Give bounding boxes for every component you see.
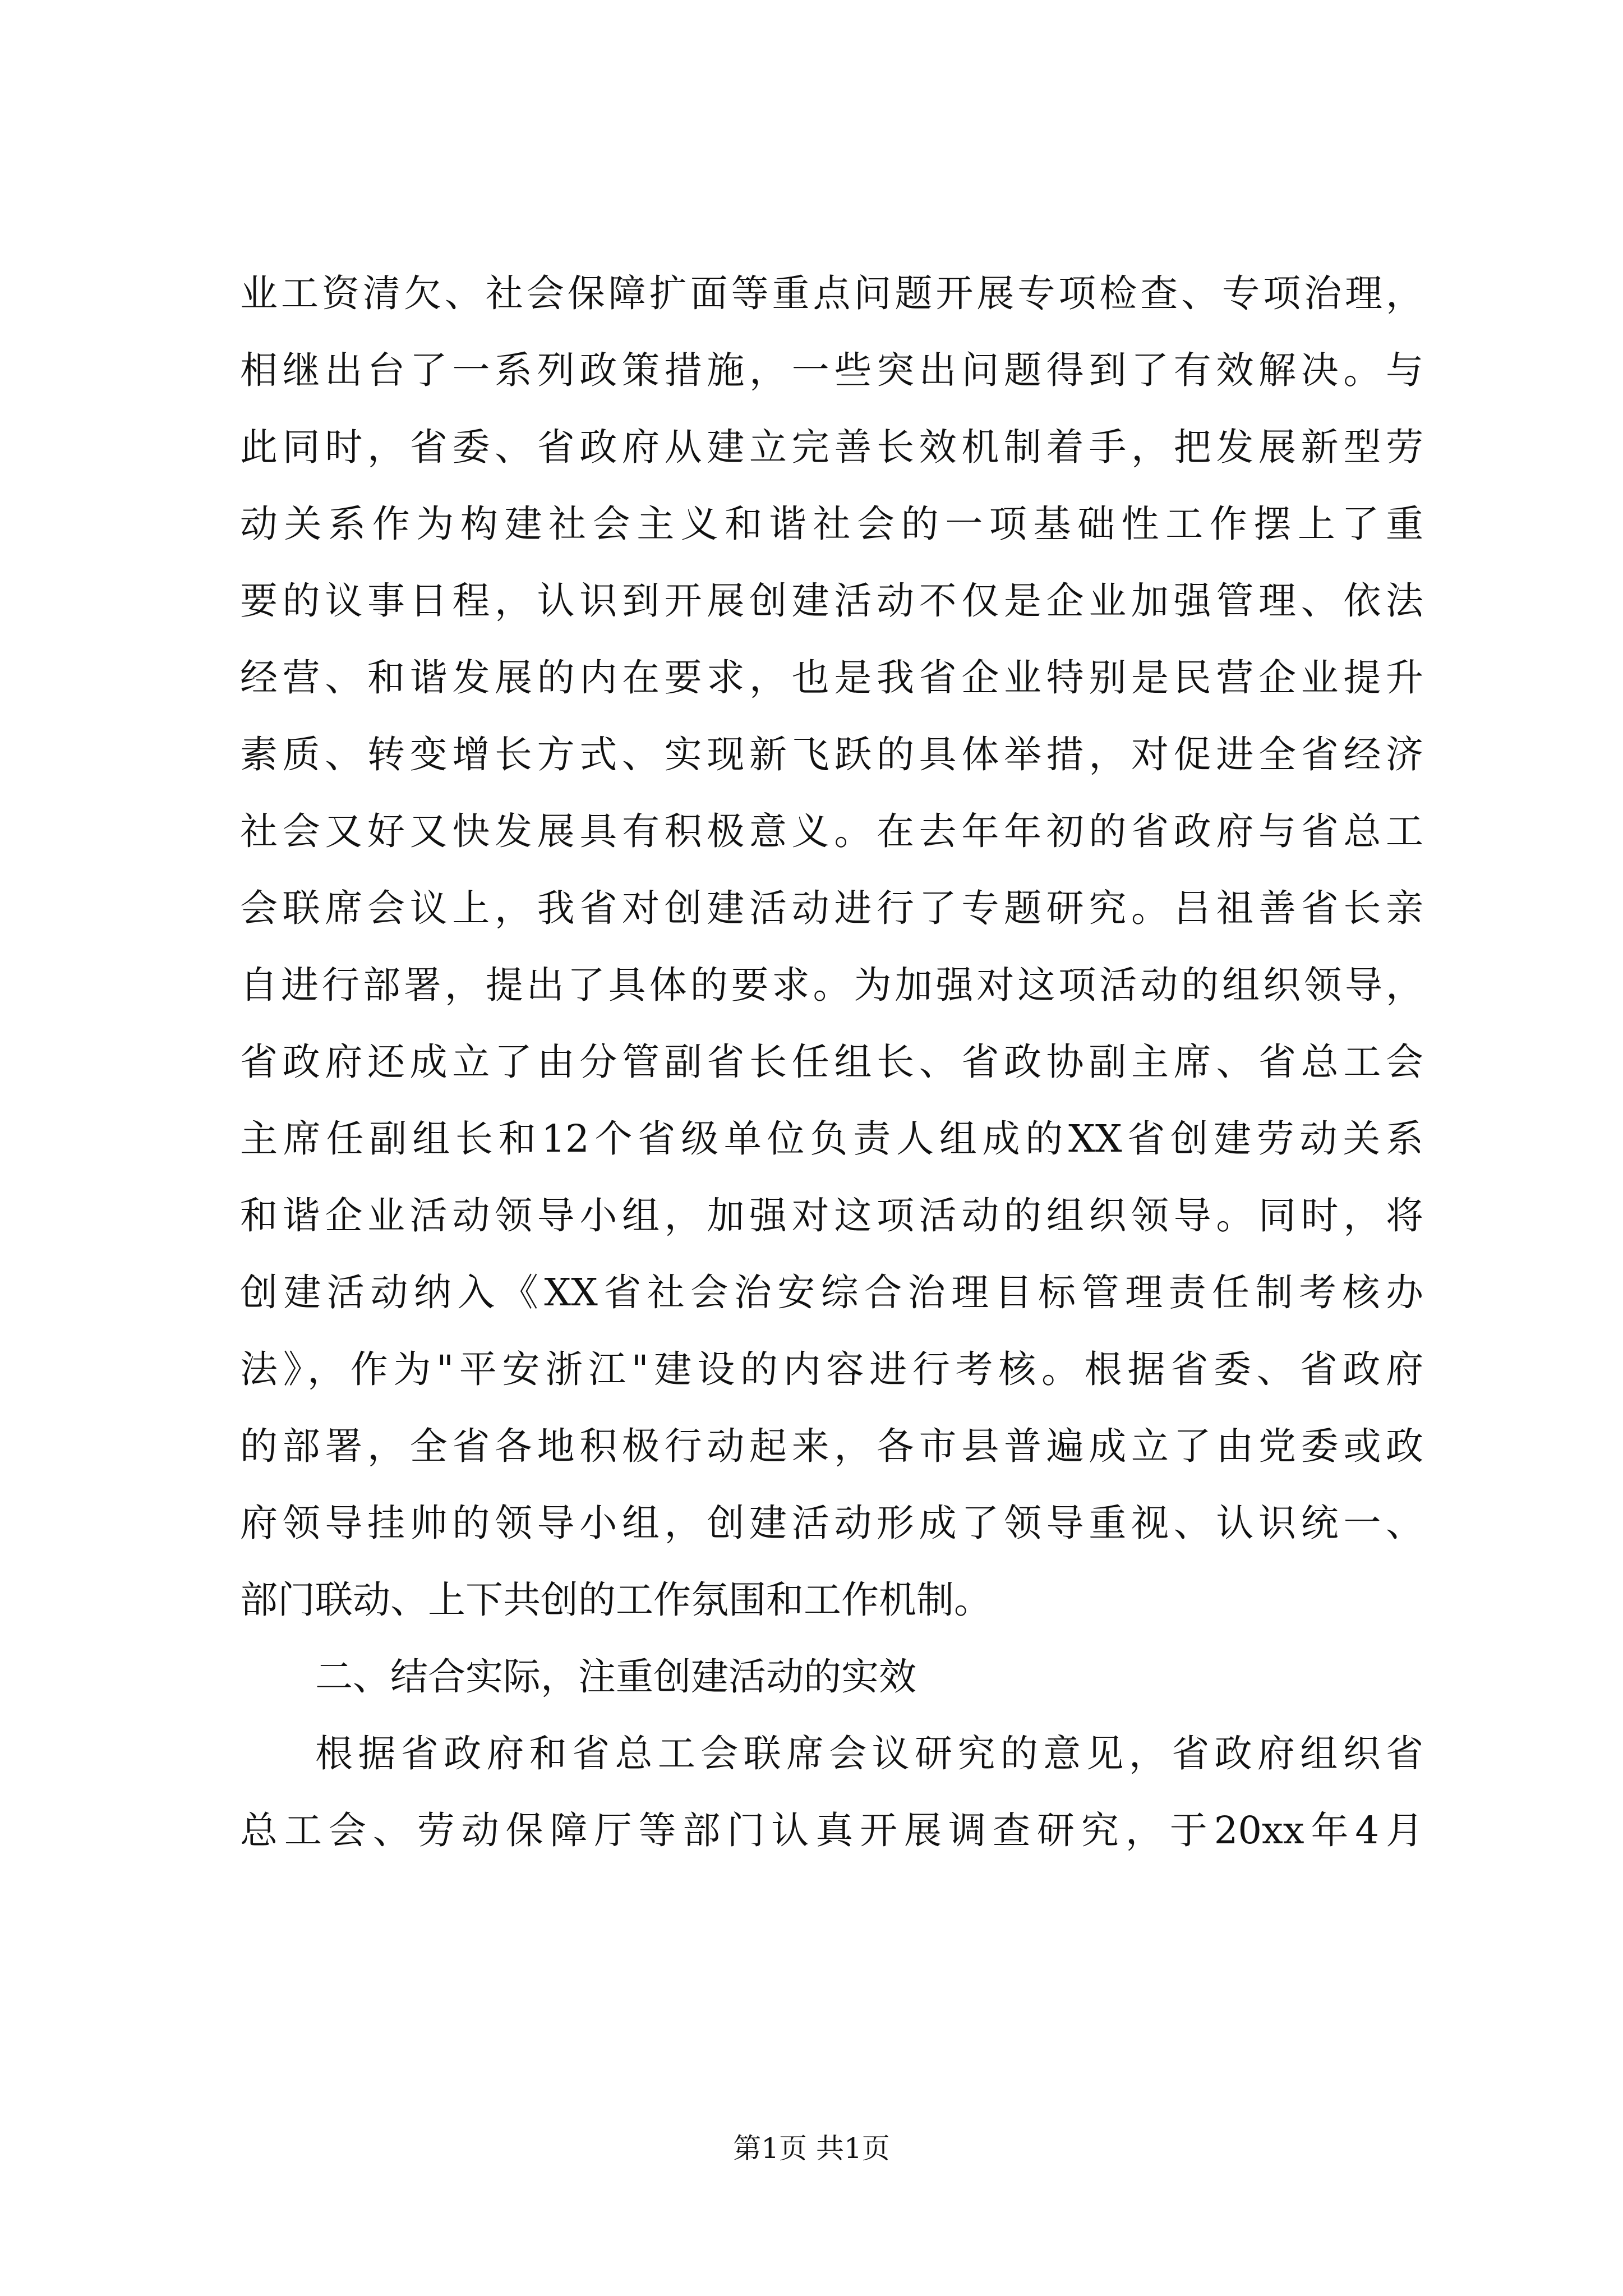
text-line: 此同时，省委、省政府从建立完善长效机制着手，把发展新型劳 (240, 425, 1423, 469)
text-line: 会联席会议上，我省对创建活动进行了专题研究。吕祖善省长亲 (240, 886, 1423, 930)
text-line: 主席任副组长和12个省级单位负责人组成的XX省创建劳动关系 (240, 1117, 1423, 1161)
text-line: 社会又好又快发展具有积极意义。在去年年初的省政府与省总工 (240, 809, 1423, 853)
text-line: 相继出台了一系列政策措施，一些突出问题得到了有效解决。与 (240, 348, 1423, 392)
text-line: 总工会、劳动保障厅等部门认真开展调查研究，于20xx年4月 (240, 1809, 1423, 1852)
text-line: 法》，作为"平安浙江"建设的内容进行考核。根据省委、省政府 (240, 1347, 1423, 1391)
text-line: 部门联动、上下共创的工作氛围和工作机制。 (240, 1578, 992, 1622)
paragraph-first-line: 根据省政府和省总工会联席会议研究的意见，省政府组织省 (315, 1732, 1423, 1775)
page-footer: 第1页 共1页 (733, 2132, 890, 2165)
text-line: 省政府还成立了由分管副省长任组长、省政协副主席、省总工会 (240, 1040, 1423, 1084)
body-text (240, 255, 1423, 1869)
text-line: 创建活动纳入《XX省社会治安综合治理目标管理责任制考核办 (240, 1271, 1423, 1314)
text-line: 经营、和谐发展的内在要求，也是我省企业特别是民营企业提升 (240, 656, 1423, 700)
section-heading: 二、结合实际，注重创建活动的实效 (315, 1655, 916, 1699)
text-line: 动关系作为构建社会主义和谐社会的一项基础性工作摆上了重 (240, 502, 1423, 546)
text-line: 自进行部署，提出了具体的要求。为加强对这项活动的组织领导， (240, 963, 1423, 1007)
text-line: 府领导挂帅的领导小组，创建活动形成了领导重视、认识统一、 (240, 1501, 1423, 1545)
text-line: 和谐企业活动领导小组，加强对这项活动的组织领导。同时，将 (240, 1194, 1423, 1237)
text-line: 业工资清欠、社会保障扩面等重点问题开展专项检查、专项治理， (240, 272, 1423, 315)
text-line: 素质、转变增长方式、实现新飞跃的具体举措，对促进全省经济 (240, 733, 1423, 776)
text-line: 的部署，全省各地积极行动起来，各市县普遍成立了由党委或政 (240, 1424, 1423, 1468)
text-line: 要的议事日程，认识到开展创建活动不仅是企业加强管理、依法 (240, 579, 1423, 623)
